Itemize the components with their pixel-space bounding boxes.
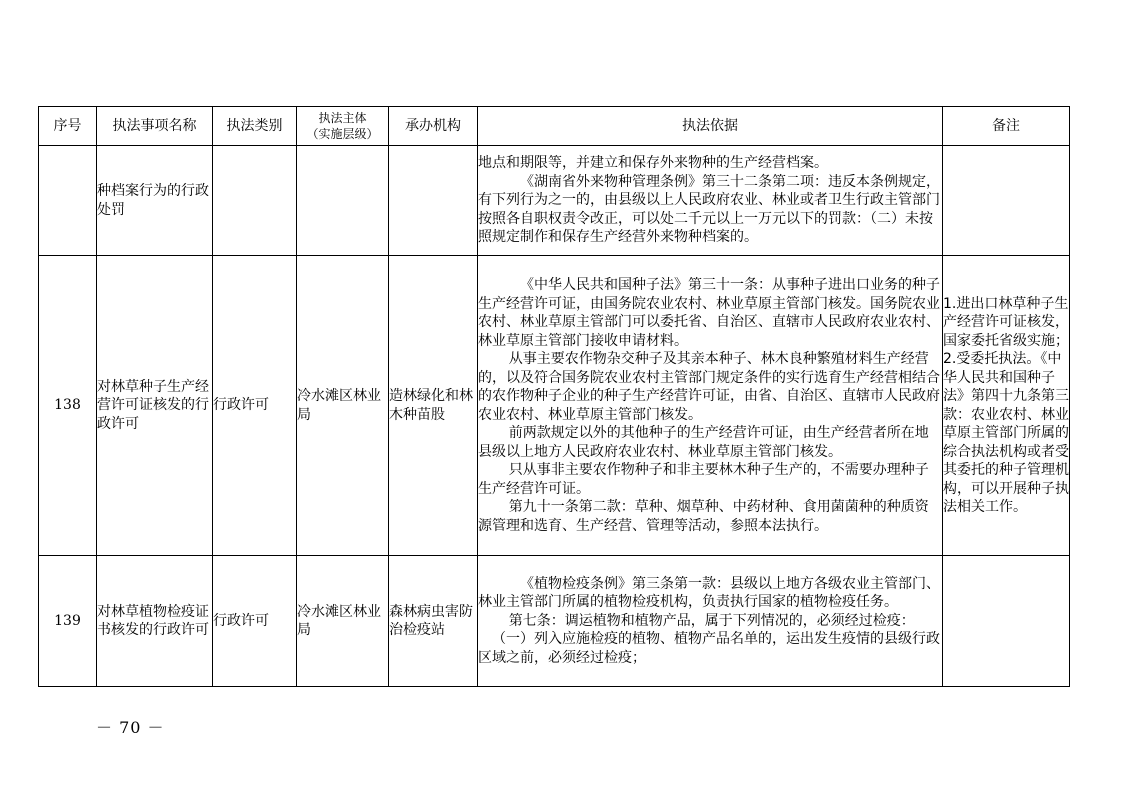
row-seq: 138 xyxy=(39,256,97,556)
header-subject-line1: 执法主体 xyxy=(318,111,367,125)
basis-paragraph: 《植物检疫条例》第三条第一款：县级以上地方各级农业主管部门、林业主管部门所属的植物检疫机构，负责执行国家的植物检疫任务。 xyxy=(478,575,940,611)
header-row xyxy=(39,107,1070,146)
remarks-paragraph: 2.受委托执法。《中华人民共和国种子法》第四十九条第三款：农业农村、林业草原主管部门所属的综合执法机构或者受其委托的种子管理机构，可以开展种子执法相关工作。 xyxy=(943,351,1069,515)
row-seq: 139 xyxy=(39,556,97,687)
remarks-paragraph: 1.进出口林草种子生产经营许可证核发，国家委托省级实施； xyxy=(943,295,1069,349)
row-remarks xyxy=(943,556,1070,687)
row-basis xyxy=(478,146,943,256)
header-remarks: 备注 xyxy=(943,107,1070,146)
header-agency: 承办机构 xyxy=(389,107,478,146)
basis-paragraph: 从事主要农作物杂交种子及其亲本种子、林木良种繁殖材料生产经营的，以及符合国务院农业农村主管部门规定条件的实行选育生产经营相结合的农作物种子企业的种子生产经营许可证，由省、自治区、直辖市人民政府农业农村、林业草原主管部门核发。 xyxy=(478,351,940,423)
header-category: 执法类别 xyxy=(213,107,297,146)
basis-paragraph: 第七条：调运植物和植物产品，属于下列情况的，必须经过检疫： xyxy=(508,612,915,629)
basis-paragraph: 前两款规定以外的其他种子的生产经营许可证，由生产经营者所在地县级以上地方人民政府农业农村、林业草原主管部门核发。 xyxy=(478,425,929,460)
page-number: － 70 － xyxy=(96,718,165,737)
table-row xyxy=(39,256,1070,556)
header-seq: 序号 xyxy=(39,107,97,146)
basis-paragraph: 《湖南省外来物种管理条例》第三十二条第二项：违反本条例规定，有下列行为之一的，由县级以上人民政府农业、林业或者卫生行政主管部门按照各自职权责令改正，可以处二千元以上一万元以下的罚款：（二）未按照规定制作和保存生产经营外来物种档案的。 xyxy=(478,173,940,246)
row-category xyxy=(213,146,297,256)
row-remarks xyxy=(943,256,1070,556)
basis-paragraph: 只从事非主要农作物种子和非主要林木种子生产的，不需要办理种子生产经营许可证。 xyxy=(478,462,929,497)
table-row xyxy=(39,556,1070,687)
row-item-name: 种档案行为的行政处罚 xyxy=(97,146,213,256)
row-item-name: 对林草植物检疫证书核发的行政许可 xyxy=(97,556,213,687)
row-agency: 森林病虫害防治检疫站 xyxy=(389,556,478,687)
row-subject: 冷水滩区林业局 xyxy=(297,556,389,687)
law-enforcement-items-table xyxy=(38,106,1070,687)
basis-paragraph: （一）列入应施检疫的植物、植物产品名单的，运出发生疫情的县级行政区域之前，必须经过检疫； xyxy=(478,631,940,666)
row-category: 行政许可 xyxy=(213,556,297,687)
row-basis xyxy=(478,556,943,687)
row-subject xyxy=(297,146,389,256)
row-basis xyxy=(478,256,943,556)
row-agency xyxy=(389,146,478,256)
table-row xyxy=(39,146,1070,256)
row-subject: 冷水滩区林业局 xyxy=(297,256,389,556)
row-agency: 造林绿化和林木种苗股 xyxy=(389,256,478,556)
row-item-name: 对林草种子生产经营许可证核发的行政许可 xyxy=(97,256,213,556)
header-subject xyxy=(297,107,389,146)
header-item-name: 执法事项名称 xyxy=(97,107,213,146)
basis-paragraph: 第九十一条第二款：草种、烟草种、中药材种、食用菌菌种的种质资源管理和选育、生产经营、管理等活动，参照本法执行。 xyxy=(478,499,929,534)
basis-paragraph: 地点和期限等，并建立和保存外来物种的生产经营档案。 xyxy=(478,155,828,172)
row-remarks xyxy=(943,146,1070,256)
row-seq xyxy=(39,146,97,256)
header-basis: 执法依据 xyxy=(478,107,943,146)
header-subject-line2: （实施层级） xyxy=(306,127,379,141)
row-category: 行政许可 xyxy=(213,256,297,556)
basis-paragraph: 《中华人民共和国种子法》第三十一条：从事种子进出口业务的种子生产经营许可证，由国务院农业农村、林业草原主管部门核发。国务院农业农村、林业草原主管部门可以委托省、自治区、直辖市人民政府农业农村、林业草原主管部门接收申请材料。 xyxy=(478,277,940,349)
